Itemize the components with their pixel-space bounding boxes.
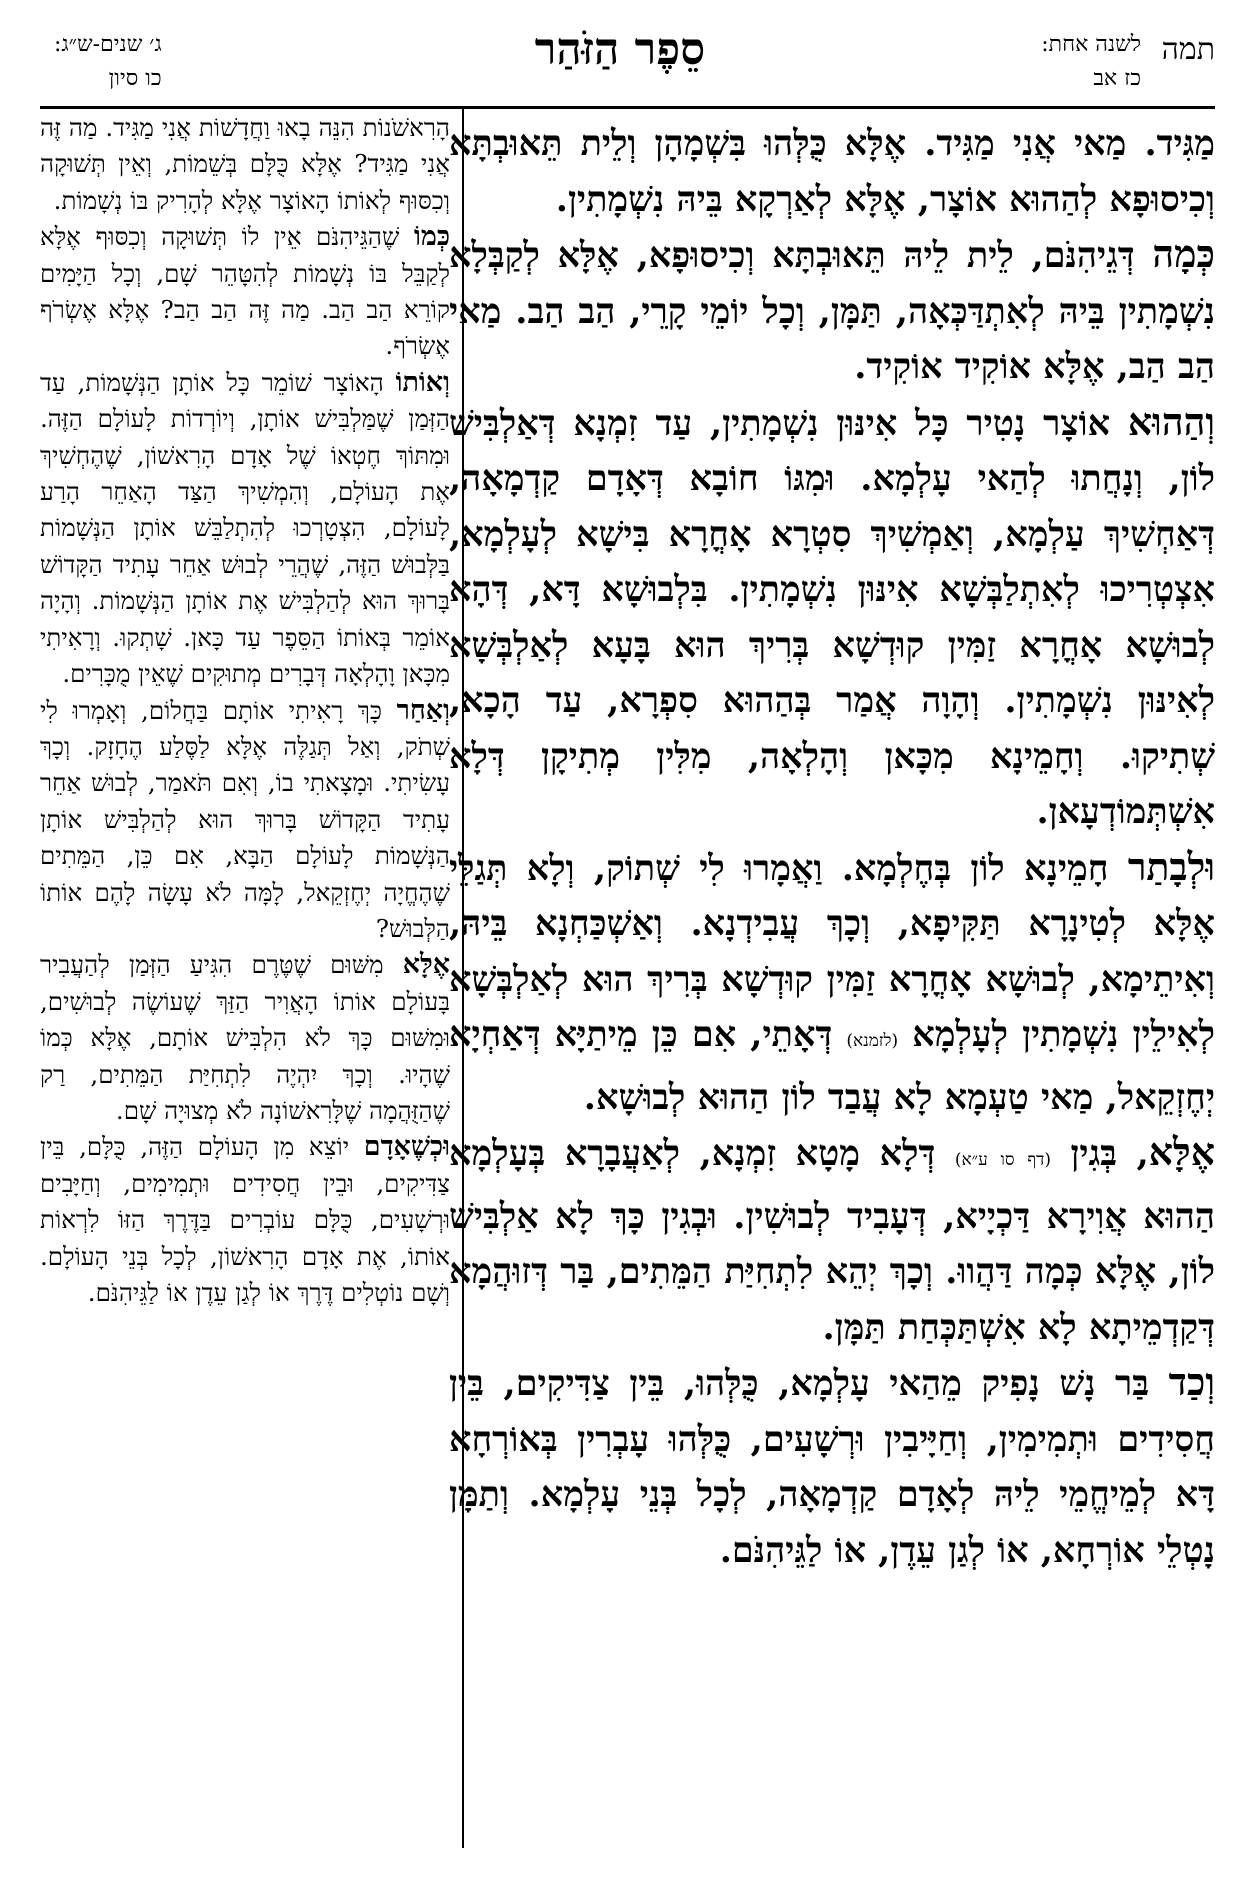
side-paragraph-6-lead-word: וּכְשֶׁאָדָם [363, 1131, 450, 1163]
main-paragraph-2-lead-word: כְּמָה [1152, 232, 1215, 276]
study-schedule-annual [1041, 28, 1141, 96]
side-paragraph-6-text: יוֹצֵא מִן הָעוֹלָם הַזֶּה, כֻּלָּם, בֵּין צַדִּיקִים, וּבֵין חֲסִידִים וּתְמִימִים, וְחַיָּבִים וּרְשָׁעִים, כֻּלָּם עוֹבְרִים בַּדֶּרֶךְ הַזּוֹ לִרְאוֹת אוֹתוֹ, אֶת אָדָם הָרִאשׁוֹן, לְכָל בְּנֵי הָעוֹלָם. וְשָׁם נוֹטְלִים דֶּרֶךְ אוֹ לְגַן עֵדֶן אוֹ לַגֵּיהִנֹּם. [40, 1132, 450, 1307]
study-schedule-three-year [54, 28, 162, 96]
main-paragraph-4 [449, 840, 1215, 1126]
main-paragraph-3-text: אוֹצָר נָטִיר כָּל אִינּוּן נִשְׁמָתִין, עַד זִמְנָא דְּאַלְבִּישׁ לוֹן, וְנָחֲתוּ לְהַאי עָלְמָא. וּמִגּוֹ חוֹבָא דְּאָדָם קַדְמָאָה, דְּאַחְשִׁיךְ עַלְמָא, וְאַמְשִׁיךְ סִטְרָא אָחֳרָא בִּישָׁא לְעָלְמָא, אִצְטְרִיכוּ לְאִתְלַבְּשָׁא אִינּוּן נִשְׁמָתִין. בִּלְבוּשָׁא דָּא, דְּהָא לְבוּשָׁא אָחֳרָא זַמִּין קוּדְשָׁא בְּרִיךְ הוּא בָּעָא לְאַלְבְּשָׁא לְאִינּוּן נִשְׁמָתִין. וְהָוָה אֲמַר בְּהַהוּא סִפְרָא, עַד הָכָא, שְׁתִיקוּ. וְחָמֵינָא מִכָּאן וְהָלְאָה, מִלִּין מְתִיקָן דְּלָא אִשְׁתְּמוֹדְעָאן. [449, 402, 1215, 832]
main-paragraph-6 [449, 1355, 1215, 1578]
side-paragraph-6 [40, 1129, 450, 1311]
side-paragraph-5 [40, 947, 450, 1129]
main-paragraph-5 [449, 1125, 1215, 1355]
main-paragraph-5-lead-word: אֶלָּא [1148, 1130, 1215, 1174]
side-column-hebrew-translation [40, 110, 450, 1848]
page-number: תמה [1161, 32, 1215, 67]
main-column-aramaic [449, 116, 1215, 1846]
main-paragraph-4-lead-word: וּלְבָתַר [1127, 844, 1215, 889]
main-paragraph-6-text: בַּר נָשׁ נָפִיק מֵהַאי עָלְמָא, כֻּלְּהוּ, בֵּין צַדִּיקִים, בֵּין חֲסִידִים וּתְמִימִין, וְחַיָּיבִין וּרְשָׁעִים, כֻּלְּהוּ עָבְרִין בְּאוֹרְחָא דָּא לְמֵיחֱמֵי לֵיהּ לְאָדָם קַדְמָאָה, לְכָל בְּנֵי עָלְמָא. וְתַמָּן נָטְלֵי אוֹרְחָא, אוֹ לְגַן עֵדֶן, אוֹ לַגֵּיהִנֹּם. [449, 1363, 1215, 1571]
side-paragraph-1 [40, 110, 450, 219]
side-paragraph-4-lead-word: וְאַחַר [396, 694, 450, 726]
main-paragraph-2 [449, 227, 1215, 395]
side-paragraph-3 [40, 365, 450, 693]
side-paragraph-4 [40, 693, 450, 948]
side-paragraph-4-text: כָּךְ רָאִיתִי אוֹתָם בַּחֲלוֹם, וְאָמְרוּ לִי שְׁתֹק, וְאַל תְּגַלֶּה אֶלָּא לַסֶּלַע הֶחָזָק. וְכָךְ עָשִׂיתִי. וּמָצָאתִי בוֹ, וְאִם תֹּאמַר, לְבוּשׁ אַחֵר עָתִיד הַקָּדוֹשׁ בָּרוּךְ הוּא לְהַלְבִּישׁ אוֹתָן הַנְּשָׁמוֹת לָעוֹלָם הַבָּא, אִם כֵּן, הַמֵּתִים שֶׁהֶחֱיָה יְחֶזְקֵאל, לָמָּה לֹא עָשָׂה לָהֶם אוֹתוֹ הַלְּבוּשׁ? [40, 695, 450, 943]
schedule-three-year-label: ג׳ שנים-ש״ג: [54, 32, 162, 57]
main-paragraph-4-text-cont: דְּאָתֵי, אִם כֵּן מֵיתַיָּא דְּאַחְיָא יְחֶזְקֵאל, מַאי טַעְמָא לָא עֲבַד לוֹן הַהוּא לְבוּשָׁא. [449, 1014, 1215, 1118]
main-paragraph-1-text: מַגִּיד. מַאי אֲנִי מַגִּיד. אֶלָּא כֻּלְּהוּ בִּשְׁמָהָן וְלֵית תֵּאוּבְתָּא וְכִיסוּפָא לְהַהוּא אוֹצָר, אֶלָּא לְאַרְקָא בֵּיהּ נִשְׁמָתִין. [449, 123, 1215, 220]
main-paragraph-5-text-cont: דְּלָא מָטָא זִמְנָא, לְאַעֲבָרָא בְּעָלְמָא הַהוּא אֲוִירָא דַּכְיָיא, דְּעָבִיד לְבוּשִׁין. וּבְגִין כָּךְ לָא אַלְבִּישׁ לוֹן, אֶלָּא כְּמָה דַּהֲווּ. וְכָךְ יְהֵא לִתְחִיַּת הַמֵּתִים, בַּר דְּזוּהֲמָא דְּקַדְמֵיתָא לָא אִשְׁתַּכְּחַת תַּמָּן. [449, 1133, 1215, 1348]
side-paragraph-2-lead-word: כְּמוֹ [413, 221, 450, 253]
schedule-annual-date: כז אב [1093, 66, 1141, 91]
side-paragraph-1-text: הָרִאשֹׁנוֹת הִנֵּה בָאוּ וַחֲדָשׁוֹת אֲנִי מַגִּיד. מַה זֶּה אֲנִי מַגִּיד? אֶלָּא כֻּלָּם בְּשֵׁמוֹת, וְאֵין תְּשׁוּקָה וְכִסּוּף לְאוֹתוֹ הָאוֹצָר אֶלָּא לְהָרִיק בּוֹ נְשָׁמוֹת. [40, 113, 450, 215]
side-paragraph-5-text: מִשּׁוּם שֶׁטֶּרֶם הִגִּיעַ הַזְּמַן לְהַעֲבִיר בָּעוֹלָם אוֹתוֹ הָאֲוִיר הַזַּךְ שֶׁעוֹשֶׂה לְבוּשִׁים, וּמִשּׁוּם כָּךְ לֹא הִלְבִּישׁ אוֹתָם, אֶלָּא כְּמוֹ שֶׁהָיוּ. וְכָךְ יִהְיֶה לִתְחִיַּת הַמֵּתִים, רַק שֶׁהַזֻּהֲמָה שֶׁלָּרִאשׁוֹנָה לֹא מְצוּיָה שָׁם. [40, 950, 450, 1125]
header-rule [40, 106, 1215, 109]
side-paragraph-2-text: שֶׁהַגֵּיהִנֹּם אֵין לוֹ תְּשׁוּקָה וְכִסּוּף אֶלָּא לְקַבֵּל בּוֹ נְשָׁמוֹת לְהִטָּהֵר שָׁם, וְכָל הַיָּמִים קוֹרֵא הַב הַב. מַה זֶּה הַב הַב? אֶלָּא אֶשְׂרֹף אֶשְׂרֹף. [40, 222, 450, 361]
main-paragraph-3-lead-word: וְהַהוּא [1127, 399, 1215, 444]
side-paragraph-3-text: הָאוֹצָר שׁוֹמֵר כָּל אוֹתָן הַנְּשָׁמוֹת, עַד הַזְּמַן שֶׁמַּלְבִּישׁ אוֹתָן, וְיוֹרְדוֹת לָעוֹלָם הַזֶּה. וּמִתּוֹךְ חֶטְאוֹ שֶׁל אָדָם הָרִאשׁוֹן, שֶׁהֶחְשִׁיךְ אֶת הָעוֹלָם, וְהִמְשִׁיךְ הַצַּד הָאַחֵר הָרַע לָעוֹלָם, הִצְטָרְכוּ לְהִתְלַבֵּשׁ אוֹתָן הַנְּשָׁמוֹת בַּלְּבוּשׁ הַזֶּה, שֶׁהֲרֵי לְבוּשׁ אַחֵר עָתִיד הַקָּדוֹשׁ בָּרוּךְ הוּא לְהַלְבִּישׁ אֶת אוֹתָן הַנְּשָׁמוֹת. וְהָיָה אוֹמֵר בְּאוֹתוֹ הַסֵּפֶר עַד כָּאן. שָׁתְקוּ. וְרָאִיתִי מִכָּאן וָהָלְאָה דְּבָרִים מְתוּקִים שֶׁאֵין מֻכָּרִים. [40, 367, 450, 689]
main-paragraph-3 [449, 395, 1215, 840]
book-title: סֵפֶר הַזֹּהַר [534, 24, 706, 75]
main-folio-reference: (דף סו ע״א) [954, 1150, 1051, 1170]
side-paragraph-2 [40, 219, 450, 365]
main-paragraph-2-text: דְּגֵיהִנֹּם, לֵית לֵיהּ תֵּאוּבְתָּא וְכִיסוּפָא, אֶלָּא לְקַבְּלָא נִשְׁמָתִין בֵּיהּ לְאִתְדַּכְּאָה, תַּמָּן, וְכָל יוֹמֵי קָרֵי, הַב הַב. מַאי הַב הַב, אֶלָּא אוֹקִיד אוֹקִיד. [449, 235, 1215, 387]
main-paragraph-4-text: חָמֵינָא לוֹן בְּחֶלְמָא. וַאֲמָרוּ לִי שְׁתוֹק, וְלָא תְּגַלֵּי אֶלָּא לְטִינָרָא תַּקִּיפָא, וְכָךְ עֲבִידְנָא. וְאַשְׁכַּחְנָא בֵּיהּ, וְאִיתֵימָא, לְבוּשָׁא אָחֳרָא זַמִּין קוּדְשָׁא בְּרִיךְ הוּא לְאַלְבְּשָׁא לְאִילֵין נִשְׁמָתִין לְעָלְמָא [449, 847, 1215, 1055]
main-paragraph-6-lead-word: וְכַד [1168, 1360, 1215, 1404]
side-paragraph-3-lead-word: וְאוֹתוֹ [395, 366, 450, 398]
schedule-annual-label: לשנה אחת: [1041, 32, 1141, 57]
main-paragraph-1 [449, 116, 1215, 227]
main-paragraph-5-text: , בְּגִין [1050, 1133, 1149, 1174]
main-variant-reading: (לזמנא) [846, 1031, 899, 1051]
page-header [0, 0, 1253, 120]
schedule-three-year-date: כו סיון [108, 66, 162, 91]
side-paragraph-5-lead-word: אֶלָּא [402, 949, 450, 981]
